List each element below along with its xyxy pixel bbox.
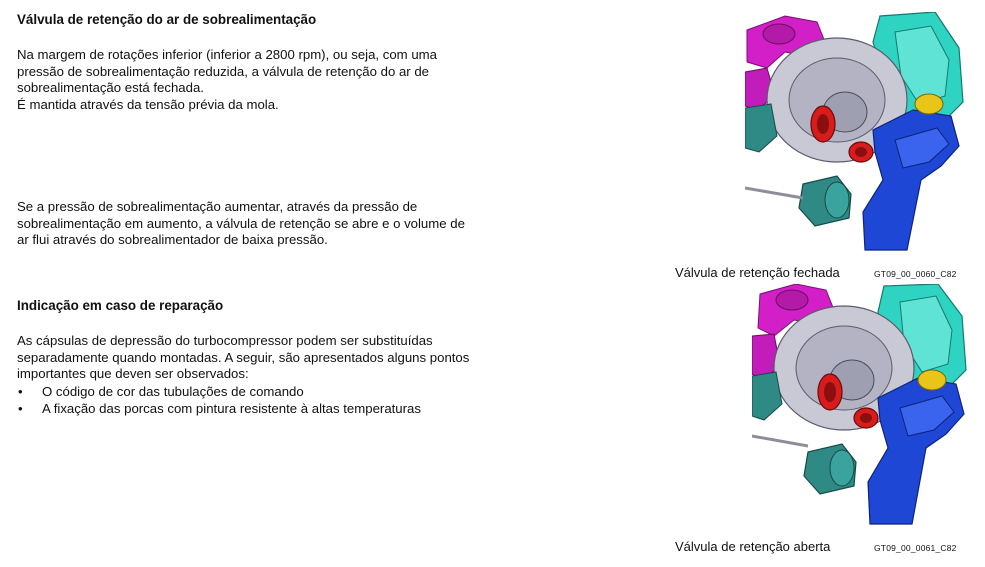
turbo-illustration-closed bbox=[745, 12, 967, 256]
text-line: As cápsulas de depressão do turbocompressor podem ser substituídas bbox=[17, 333, 433, 348]
text-line: ar flui através do sobrealimentador de baixa pressão. bbox=[17, 232, 328, 247]
paragraph-check-valve-open bbox=[17, 199, 487, 249]
text-line: É mantida através da tensão prévia da mola. bbox=[17, 96, 279, 112]
paragraph-repair bbox=[17, 333, 487, 383]
text-line: pressão de sobrealimentação reduzida, a válvula de retenção do ar de bbox=[17, 63, 430, 79]
figure-caption-open: Válvula de retenção aberta bbox=[675, 539, 831, 554]
figure-caption-closed: Válvula de retenção fechada bbox=[675, 265, 840, 280]
text-line: sobrealimentação em aumento, a válvula de retenção se abre e o volume de bbox=[17, 215, 465, 231]
text-line: Na margem de rotações inferior (inferior a 2800 rpm), ou seja, com uma bbox=[17, 47, 437, 62]
repair-bullet-list bbox=[17, 384, 487, 418]
paragraph-check-valve-closed bbox=[17, 47, 487, 113]
turbo-illustration-open bbox=[752, 284, 970, 532]
text-line: sobrealimentação está fechada. bbox=[17, 80, 204, 95]
list-item: • A fixação das porcas com pintura resistente à altas temperaturas bbox=[17, 401, 487, 418]
figure-code-closed: GT09_00_0060_C82 bbox=[874, 269, 957, 279]
list-item: • O código de cor das tubulações de comando bbox=[17, 384, 487, 401]
text-line: separadamente quando montadas. A seguir, são apresentados alguns pontos bbox=[17, 349, 470, 365]
figure-code-open: GT09_00_0061_C82 bbox=[874, 543, 957, 553]
text-line: Se a pressão de sobrealimentação aumentar, através da pressão de bbox=[17, 199, 418, 214]
text-line: importantes que deven ser observados: bbox=[17, 366, 249, 381]
repair-heading: Indicação em caso de reparação bbox=[17, 298, 224, 313]
section-heading: Válvula de retenção do ar de sobrealimentação bbox=[17, 12, 317, 27]
